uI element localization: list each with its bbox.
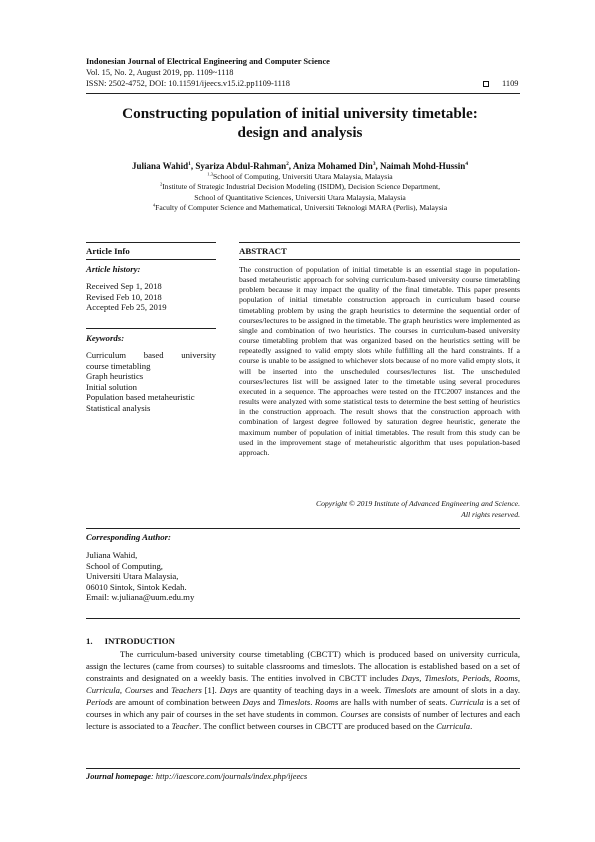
- corresponding-heading: Corresponding Author:: [86, 532, 171, 542]
- affiliations: [86, 172, 514, 214]
- author-name: Naimah Mohd-Hussin: [380, 161, 466, 171]
- article-info-top-rule: [86, 242, 216, 243]
- corresponding-top-rule: [86, 528, 520, 529]
- affiliation-line: $^2$Institute of Strategic Industrial Decision Modeling (ISIDM), Decision Science Department,: [159, 181, 441, 192]
- footer-rule: [86, 768, 520, 769]
- abstract-text: The construction of population of initial timetable is an essential stage in population-based metaheuristic approach for solving curriculum-based university course timetabling problem because it may impact the quality of the final timetable. This paper presents population of initial timetable construction approach in curriculum based course timetabling problem by using the graph heuristics to determine the sequential order of courses/lectures to be assigned in the timetable. The graph heuristics were implemented as single and combination of two heuristics. The courses in curriculum-based university course timetabling problem that was organized based on the heuristics setting will be repeatedly assigned to valid empty slots while fulfilling all the hard constraints. If a course is unable to be assigned to whichever slots because of no more valid empty slots, it will be inserted into the unscheduled courses/lectures list. The unscheduled courses/lectures list will be assigned later to the timetable using several procedures executed in a sequence. The approaches were tested on the ITC2007 instances and the results were analyzed with some statistical tests to determine the best setting of heuristics in the construction approach. The result shows that the construction approach with combination of largest degree followed by saturation degree heuristic, generate the maximum number of population of initial timetables. The result from this study can be used in the improvement stage of metaheuristic algorithm that uses population-based approach.: [239, 265, 520, 457]
- keywords-heading: Keywords:: [86, 333, 125, 343]
- affiliation-line: $^4$Faculty of Computer Science and Mathematical, Universiti Teknologi MARA (Perlis), Malaysia: [152, 202, 448, 213]
- abstract-top-rule: [239, 242, 520, 243]
- article-info-rule: [86, 259, 216, 260]
- paper-title: Constructing population of initial university timetable: design and analysis: [122, 105, 478, 141]
- page-number: 1109: [502, 79, 519, 88]
- homepage-link[interactable]: : http://iaescore.com/journals/index.php/ijeecs: [150, 772, 308, 781]
- abstract-rule: [239, 259, 520, 260]
- volume-info: Vol. 15, No. 2, August 2019, pp. 1109~1118: [86, 68, 234, 77]
- square-icon: [483, 81, 489, 87]
- copyright-notice: Copyright © 2019 Institute of Advanced Engineering and Science. All rights reserved.: [315, 499, 520, 519]
- article-history: Received Sep 1, 2018 Revised Feb 10, 2018 Accepted Feb 25, 2019: [86, 281, 167, 312]
- author-name: Juliana Wahid: [131, 161, 189, 171]
- intro-paragraph: The curriculum-based university course timetabling (CBCTT) which is produced based on university curricula, assign the lectures (came from courses) to suitable classrooms and timeslots. The allocation is established based on a set of constraints and designated on a weekly basis. The entities involved in CBCTT includes Days, Timeslots, Periods, Rooms, Curricula, Courses and Teachers [1]. Days are quantity of teaching days in a week. Timeslots are amount of slots in a day. Periods are amount of combination between Days and Timeslots. Rooms are halls with number of seats. Curricula is a set of courses in which any pair of courses in the set have students in common. Courses are consists of number of lectures and each lecture is associated to a Teacher. The conflict between courses in CBCTT are produced based on the Curricula.: [86, 649, 521, 731]
- keywords-rule: [86, 328, 216, 329]
- journal-name: Indonesian Journal of Electrical Engineering and Computer Science: [86, 57, 330, 66]
- author-name: Syariza Abdul-Rahman: [195, 161, 287, 171]
- affiliation-line: School of Quantitative Sciences, Universiti Utara Malaysia, Malaysia: [194, 192, 406, 202]
- issn-doi: ISSN: 2502-4752, DOI: 10.11591/ijeecs.v15.i2.pp1109-1118: [86, 79, 290, 88]
- corresponding-bottom-rule: [86, 618, 520, 619]
- header-rule: [86, 93, 520, 94]
- author-list: Juliana Wahid$^1$, Syariza Abdul-Rahman$^2$, Aniza Mohamed Din$^3$, Naimah Mohd-Hussin$^4$: [131, 161, 469, 171]
- corresponding-details: Juliana Wahid, School of Computing, Universiti Utara Malaysia, 06010 Sintok, Sintok Kedah. Email: w.juliana@uum.edu.my: [86, 550, 195, 602]
- affiliation-line: $^{1,3}$School of Computing, Universiti Utara Malaysia, Malaysia: [207, 171, 393, 181]
- journal-homepage: Journal homepage: http://iaescore.com/journals/index.php/ijeecs: [86, 772, 308, 781]
- author-name: Aniza Mohamed Din: [292, 161, 373, 171]
- history-heading: Article history:: [86, 264, 141, 274]
- keywords-list: Curriculum based university course timetabling Graph heuristics Initial solution Population based metaheuristic Statistical analysis: [86, 350, 216, 413]
- intro-heading: 1. INTRODUCTION: [86, 636, 175, 646]
- article-info-heading: Article Info: [86, 246, 130, 256]
- abstract-heading: ABSTRACT: [239, 246, 287, 256]
